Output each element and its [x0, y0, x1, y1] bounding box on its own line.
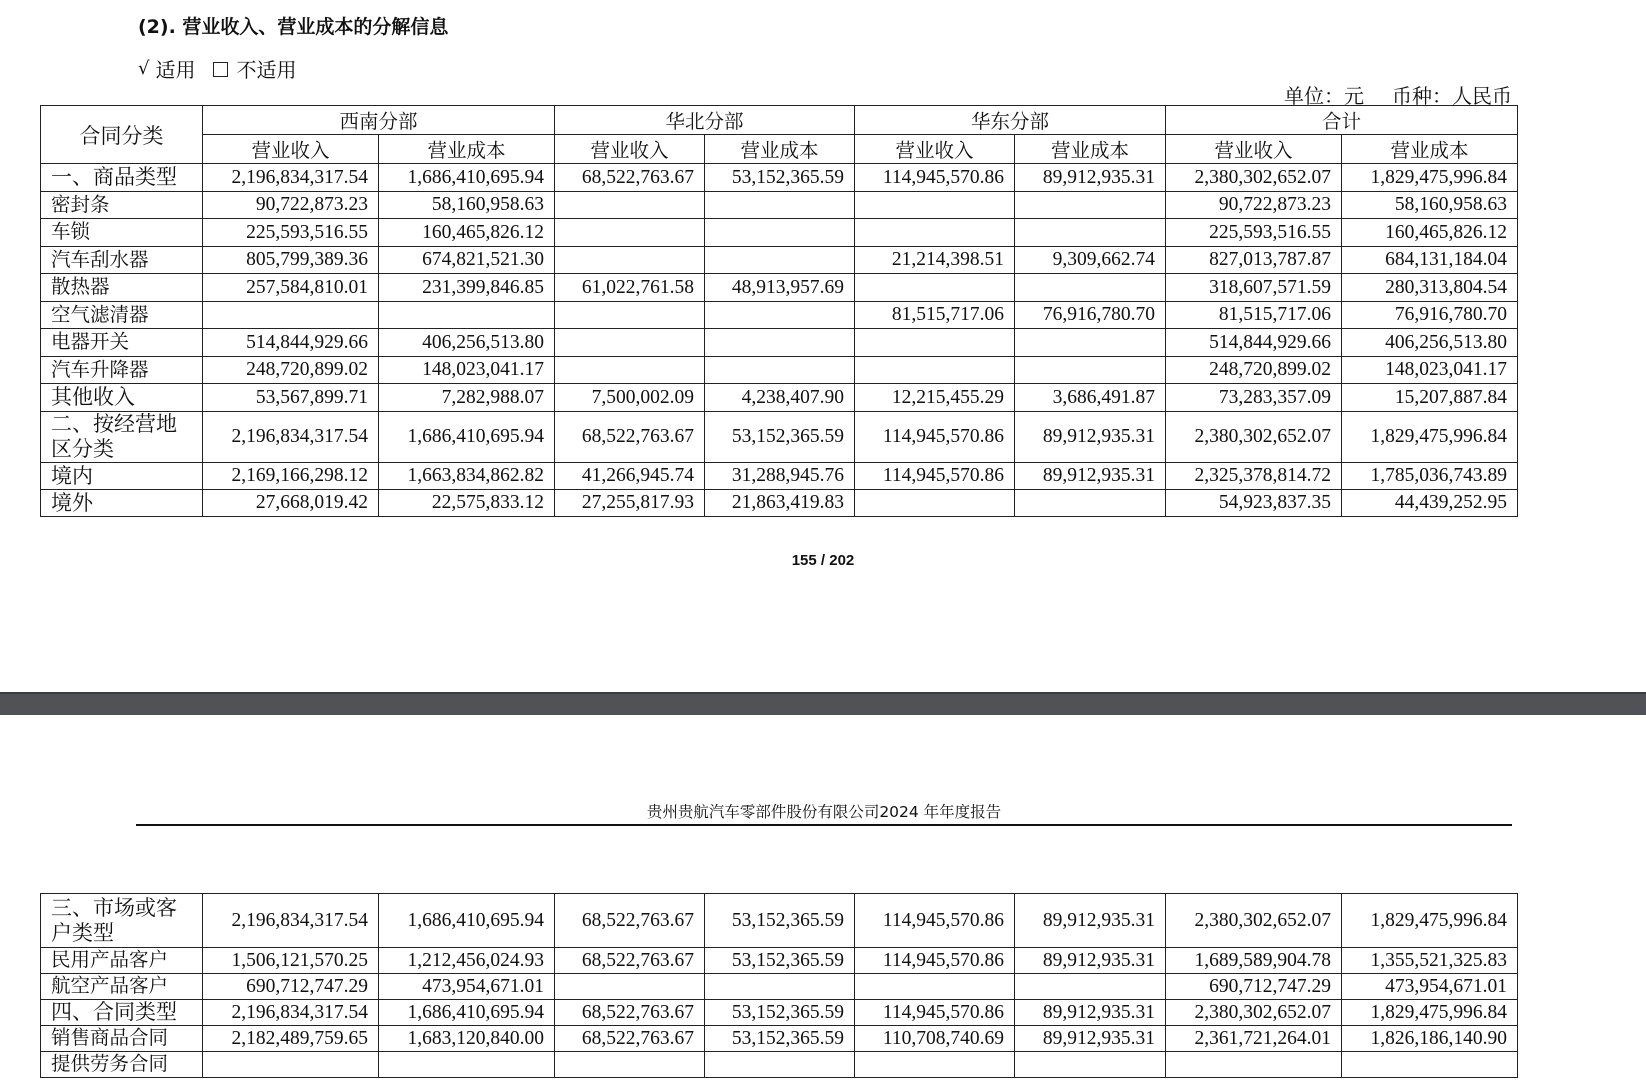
value-cell: 473,954,671.01 [379, 974, 555, 1000]
group-header-north: 华北分部 [555, 106, 855, 135]
value-cell: 4,238,407.90 [705, 384, 855, 412]
value-cell: 114,945,570.86 [855, 1000, 1015, 1026]
value-cell: 81,515,717.06 [855, 302, 1015, 329]
value-cell: 7,500,002.09 [555, 384, 705, 412]
sub-header: 营业成本 [1342, 135, 1518, 164]
value-cell: 53,152,365.59 [705, 1000, 855, 1026]
page-separator [0, 692, 1646, 715]
table-row [41, 384, 1518, 412]
value-cell: 248,720,899.02 [1166, 357, 1342, 384]
value-cell [855, 274, 1015, 302]
value-cell: 58,160,958.63 [1342, 192, 1518, 219]
value-cell: 54,923,837.35 [1166, 490, 1342, 517]
value-cell: 90,722,873.23 [1166, 192, 1342, 219]
value-cell [1015, 1052, 1166, 1078]
unit-label: 单位：元 [1284, 86, 1364, 108]
row-label: 电器开关 [41, 329, 203, 357]
value-cell: 1,829,475,996.84 [1342, 894, 1518, 948]
value-cell: 68,522,763.67 [555, 412, 705, 463]
value-cell: 674,821,521.30 [379, 247, 555, 274]
row-label: 销售商品合同 [41, 1026, 203, 1052]
table-row [41, 948, 1518, 974]
value-cell: 1,785,036,743.89 [1342, 463, 1518, 490]
value-cell: 21,863,419.83 [705, 490, 855, 517]
checkmark-icon: √ [138, 58, 150, 79]
value-cell: 41,266,945.74 [555, 463, 705, 490]
row-label: 二、按经营地区分类 [41, 412, 203, 463]
value-cell [555, 219, 705, 247]
value-cell [705, 1052, 855, 1078]
value-cell: 280,313,804.54 [1342, 274, 1518, 302]
table-row [41, 490, 1518, 517]
value-cell [855, 490, 1015, 517]
value-cell [855, 1052, 1015, 1078]
value-cell: 53,152,365.59 [705, 948, 855, 974]
sub-header: 营业收入 [1166, 135, 1342, 164]
applicability-line [138, 54, 296, 83]
value-cell: 690,712,747.29 [1166, 974, 1342, 1000]
sub-header: 营业成本 [705, 135, 855, 164]
value-cell [1342, 1052, 1518, 1078]
value-cell: 53,152,365.59 [705, 1026, 855, 1052]
empty-checkbox-icon [213, 62, 228, 77]
value-cell: 114,945,570.86 [855, 463, 1015, 490]
value-cell: 2,380,302,652.07 [1166, 1000, 1342, 1026]
value-cell [379, 1052, 555, 1078]
value-cell: 89,912,935.31 [1015, 948, 1166, 974]
table-row [41, 412, 1518, 463]
table-row [41, 1052, 1518, 1078]
value-cell: 12,215,455.29 [855, 384, 1015, 412]
value-cell [555, 357, 705, 384]
value-cell: 2,196,834,317.54 [203, 412, 379, 463]
value-cell: 89,912,935.31 [1015, 164, 1166, 192]
value-cell: 2,380,302,652.07 [1166, 894, 1342, 948]
row-label: 密封条 [41, 192, 203, 219]
value-cell: 68,522,763.67 [555, 894, 705, 948]
table-row [41, 329, 1518, 357]
value-cell: 225,593,516.55 [1166, 219, 1342, 247]
value-cell: 514,844,929.66 [203, 329, 379, 357]
value-cell: 89,912,935.31 [1015, 412, 1166, 463]
row-label: 民用产品客户 [41, 948, 203, 974]
value-cell: 9,309,662.74 [1015, 247, 1166, 274]
row-label: 一、商品类型 [41, 164, 203, 192]
section-title: (2). 营业收入、营业成本的分解信息 [138, 16, 449, 38]
value-cell: 89,912,935.31 [1015, 1026, 1166, 1052]
value-cell: 160,465,826.12 [1342, 219, 1518, 247]
value-cell: 76,916,780.70 [1015, 302, 1166, 329]
value-cell [555, 247, 705, 274]
sub-header: 营业收入 [203, 135, 379, 164]
table-row [41, 1026, 1518, 1052]
value-cell: 1,686,410,695.94 [379, 1000, 555, 1026]
value-cell [1015, 329, 1166, 357]
value-cell: 1,663,834,862.82 [379, 463, 555, 490]
value-cell: 22,575,833.12 [379, 490, 555, 517]
value-cell: 827,013,787.87 [1166, 247, 1342, 274]
value-cell: 160,465,826.12 [379, 219, 555, 247]
table-row [41, 274, 1518, 302]
value-cell: 1,506,121,570.25 [203, 948, 379, 974]
value-cell: 68,522,763.67 [555, 948, 705, 974]
value-cell: 89,912,935.31 [1015, 463, 1166, 490]
value-cell: 514,844,929.66 [1166, 329, 1342, 357]
value-cell: 1,826,186,140.90 [1342, 1026, 1518, 1052]
value-cell [555, 1052, 705, 1078]
value-cell: 73,283,357.09 [1166, 384, 1342, 412]
value-cell: 27,255,817.93 [555, 490, 705, 517]
value-cell: 89,912,935.31 [1015, 894, 1166, 948]
value-cell [1015, 357, 1166, 384]
value-cell: 53,152,365.59 [705, 412, 855, 463]
sub-header: 营业成本 [1015, 135, 1166, 164]
row-label: 境内 [41, 463, 203, 490]
sub-header: 营业收入 [555, 135, 705, 164]
value-cell: 1,829,475,996.84 [1342, 164, 1518, 192]
value-cell: 805,799,389.36 [203, 247, 379, 274]
value-cell: 110,708,740.69 [855, 1026, 1015, 1052]
value-cell [705, 357, 855, 384]
row-header-cell: 合同分类 [41, 106, 203, 164]
table-row [41, 974, 1518, 1000]
page-number: 155 / 202 [791, 552, 855, 569]
value-cell: 231,399,846.85 [379, 274, 555, 302]
value-cell: 1,686,410,695.94 [379, 894, 555, 948]
value-cell: 3,686,491.87 [1015, 384, 1166, 412]
table-row [41, 357, 1518, 384]
value-cell: 89,912,935.31 [1015, 1000, 1166, 1026]
header-rule [136, 824, 1512, 826]
value-cell [1015, 274, 1166, 302]
value-cell: 114,945,570.86 [855, 164, 1015, 192]
value-cell [203, 302, 379, 329]
value-cell: 1,686,410,695.94 [379, 412, 555, 463]
value-cell [705, 247, 855, 274]
value-cell: 257,584,810.01 [203, 274, 379, 302]
value-cell [855, 974, 1015, 1000]
row-label: 境外 [41, 490, 203, 517]
value-cell: 2,182,489,759.65 [203, 1026, 379, 1052]
value-cell: 2,169,166,298.12 [203, 463, 379, 490]
currency-label: 币种：人民币 [1392, 86, 1512, 108]
value-cell: 1,212,456,024.93 [379, 948, 555, 974]
applicable-label: 适用 [155, 60, 196, 82]
value-cell: 76,916,780.70 [1342, 302, 1518, 329]
revenue-cost-table [40, 105, 1518, 517]
value-cell: 27,668,019.42 [203, 490, 379, 517]
value-cell: 406,256,513.80 [1342, 329, 1518, 357]
value-cell: 114,945,570.86 [855, 894, 1015, 948]
row-label: 汽车升降器 [41, 357, 203, 384]
value-cell: 61,022,761.58 [555, 274, 705, 302]
row-label: 空气滤清器 [41, 302, 203, 329]
group-header-southwest: 西南分部 [203, 106, 555, 135]
value-cell: 114,945,570.86 [855, 948, 1015, 974]
value-cell: 68,522,763.67 [555, 164, 705, 192]
value-cell [1015, 192, 1166, 219]
value-cell: 90,722,873.23 [203, 192, 379, 219]
value-cell [705, 302, 855, 329]
table-row [41, 1000, 1518, 1026]
value-cell: 31,288,945.76 [705, 463, 855, 490]
group-header-east: 华东分部 [855, 106, 1166, 135]
value-cell: 2,196,834,317.54 [203, 894, 379, 948]
table-row [41, 463, 1518, 490]
row-label: 汽车刮水器 [41, 247, 203, 274]
value-cell: 2,196,834,317.54 [203, 1000, 379, 1026]
row-label: 三、市场或客户类型 [41, 894, 203, 948]
value-cell: 15,207,887.84 [1342, 384, 1518, 412]
value-cell [379, 302, 555, 329]
value-cell [1015, 490, 1166, 517]
value-cell: 68,522,763.67 [555, 1026, 705, 1052]
sub-header: 营业成本 [379, 135, 555, 164]
row-label: 航空产品客户 [41, 974, 203, 1000]
value-cell: 2,361,721,264.01 [1166, 1026, 1342, 1052]
table-row [41, 192, 1518, 219]
table-row [41, 302, 1518, 329]
row-label: 提供劳务合同 [41, 1052, 203, 1078]
value-cell: 1,686,410,695.94 [379, 164, 555, 192]
value-cell: 1,683,120,840.00 [379, 1026, 555, 1052]
value-cell: 684,131,184.04 [1342, 247, 1518, 274]
value-cell [1166, 1052, 1342, 1078]
value-cell [855, 219, 1015, 247]
value-cell: 7,282,988.07 [379, 384, 555, 412]
row-label: 四、合同类型 [41, 1000, 203, 1026]
row-label: 散热器 [41, 274, 203, 302]
value-cell: 2,380,302,652.07 [1166, 412, 1342, 463]
row-label: 车锁 [41, 219, 203, 247]
value-cell: 53,152,365.59 [705, 894, 855, 948]
value-cell: 406,256,513.80 [379, 329, 555, 357]
value-cell [855, 329, 1015, 357]
value-cell: 1,355,521,325.83 [1342, 948, 1518, 974]
value-cell [555, 302, 705, 329]
value-cell: 1,829,475,996.84 [1342, 412, 1518, 463]
value-cell [1015, 219, 1166, 247]
value-cell: 248,720,899.02 [203, 357, 379, 384]
value-cell [203, 1052, 379, 1078]
value-cell [705, 192, 855, 219]
value-cell: 21,214,398.51 [855, 247, 1015, 274]
value-cell [705, 974, 855, 1000]
value-cell: 2,196,834,317.54 [203, 164, 379, 192]
not-applicable-label: 不适用 [236, 60, 297, 82]
value-cell: 318,607,571.59 [1166, 274, 1342, 302]
row-label: 其他收入 [41, 384, 203, 412]
value-cell: 473,954,671.01 [1342, 974, 1518, 1000]
value-cell: 81,515,717.06 [1166, 302, 1342, 329]
value-cell: 53,152,365.59 [705, 164, 855, 192]
value-cell: 2,325,378,814.72 [1166, 463, 1342, 490]
value-cell: 225,593,516.55 [203, 219, 379, 247]
value-cell [855, 192, 1015, 219]
value-cell [705, 219, 855, 247]
value-cell [855, 357, 1015, 384]
value-cell: 1,689,589,904.78 [1166, 948, 1342, 974]
value-cell: 114,945,570.86 [855, 412, 1015, 463]
table-row [41, 164, 1518, 192]
value-cell: 148,023,041.17 [379, 357, 555, 384]
sub-header: 营业收入 [855, 135, 1015, 164]
table-row [41, 894, 1518, 948]
revenue-cost-table-continued [40, 893, 1518, 1078]
value-cell: 53,567,899.71 [203, 384, 379, 412]
value-cell: 690,712,747.29 [203, 974, 379, 1000]
value-cell [555, 329, 705, 357]
value-cell: 148,023,041.17 [1342, 357, 1518, 384]
table-row [41, 247, 1518, 274]
value-cell: 48,913,957.69 [705, 274, 855, 302]
value-cell: 2,380,302,652.07 [1166, 164, 1342, 192]
value-cell [555, 192, 705, 219]
table-row [41, 219, 1518, 247]
group-header-total: 合计 [1166, 106, 1518, 135]
value-cell: 68,522,763.67 [555, 1000, 705, 1026]
value-cell [1015, 974, 1166, 1000]
value-cell: 1,829,475,996.84 [1342, 1000, 1518, 1026]
value-cell: 44,439,252.95 [1342, 490, 1518, 517]
report-header: 贵州贵航汽车零部件股份有限公司2024 年年度报告 [646, 803, 1002, 821]
value-cell: 58,160,958.63 [379, 192, 555, 219]
value-cell [705, 329, 855, 357]
value-cell [555, 974, 705, 1000]
